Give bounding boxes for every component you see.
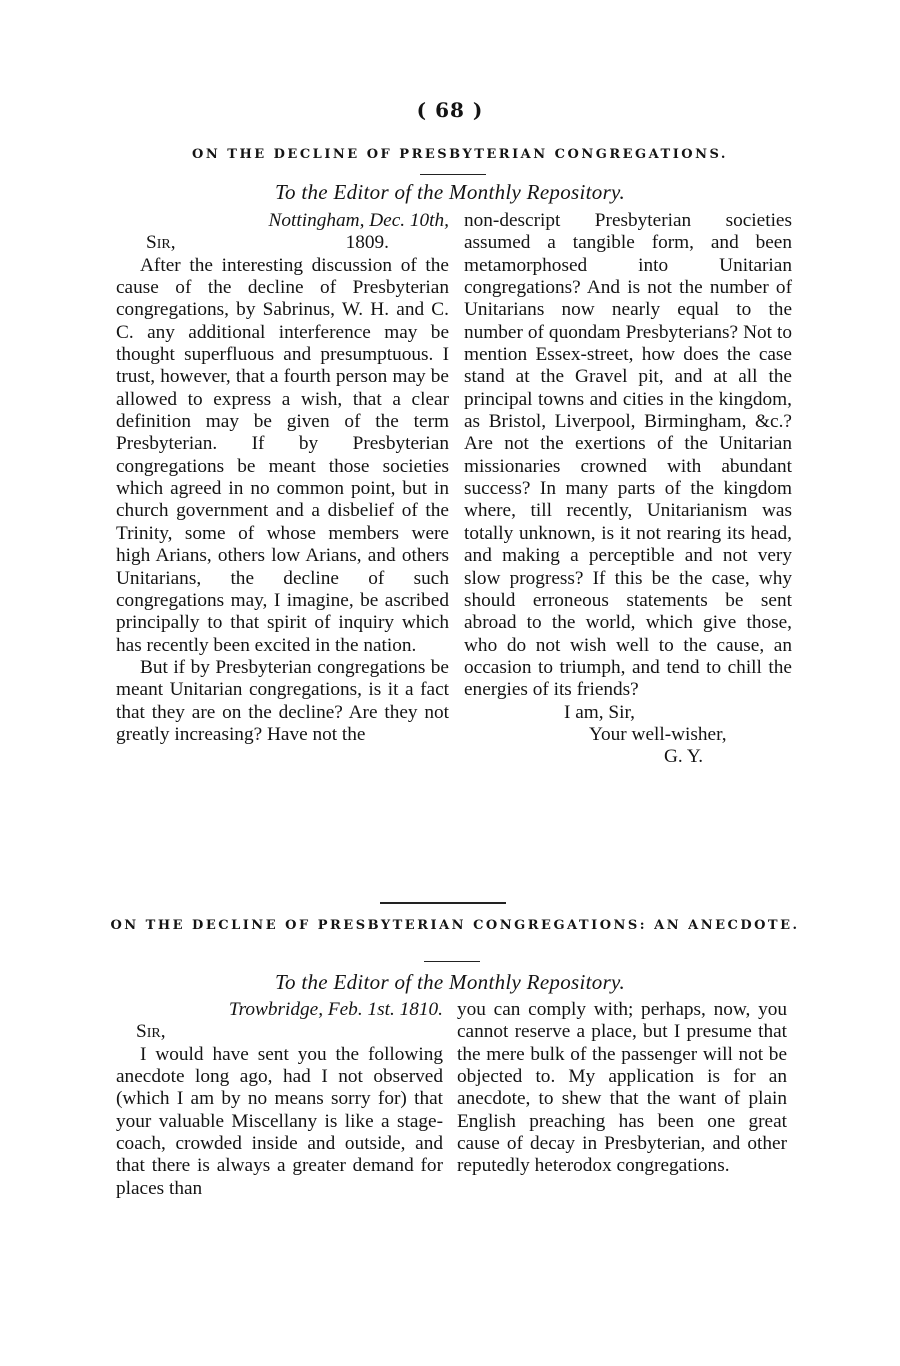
article1-right-column <box>464 210 792 769</box>
article1-closing: I am, Sir, <box>564 701 635 723</box>
article1-editor-line: To the Editor of the Monthly Repository. <box>274 180 626 204</box>
article1-salutation-row <box>116 232 449 254</box>
article2-paragraph-2: you can comply with; perhaps, now, you cannot reserve a place, but I presume that the mere bulk of the passenger will not be objected to. My application is for an anecdote, to shew that the want of plain English preaching has been one great cause of decay in Presbyterian, and other reputedly heterodox congregations. <box>457 999 787 1177</box>
article1-paragraph-1: After the interesting discussion of the cause of the decline of Presbyterian congregations, by Sabrinus, W. H. and C. C. any additional interference may be thought superfluous and presumptuous. I trust, however, that a fourth person may be allowed to express a wish, that a clear definition may be given of the term Presbyterian. If by Presbyterian congregations be meant those societies which agreed in no common point, but in church government and a disbelief of the Trinity, some of whose members were high Arians, others low Arians, and others Unitarians, the decline of such congregations may, I imagine, be ascribed principally to that spirit of inquiry which has recently been excited in the nation. <box>116 254 449 656</box>
article1-salutation: Sir, <box>146 232 176 254</box>
article1-title: ON THE DECLINE OF PRESBYTERIAN CONGREGATIONS. <box>192 147 728 162</box>
article2-title: ON THE DECLINE OF PRESBYTERIAN CONGREGATIONS: AN ANECDOTE. <box>110 918 800 933</box>
article2-paragraph-1: I would have sent you the following anecdote long ago, had I not observed (which I am by no means sorry for) that your valuable Miscellany is like a stage-coach, crowded inside and outside, and that there is always a greater demand for places than <box>116 1043 443 1199</box>
article1-paragraph-2: But if by Presbyterian congregations be meant Unitarian congregations, is it a fact that they are on the decline? Are they not greatly increasing? Have not the <box>116 656 449 745</box>
article1-closing-wisher: Your well-wisher, <box>589 723 727 745</box>
article1-dateline: Nottingham, Dec. 10th, <box>268 210 449 231</box>
article1-signature: G. Y. <box>664 746 704 768</box>
article1-year: 1809. <box>345 232 389 254</box>
article1-paragraph-3: non-descript Presbyterian societies assumed a tangible form, and been metamorphosed into Unitarian congregations? And is not the number of Unitarians now nearly equal to the number of quondam Presbyterians? Not to mention Essex-street, how does the case stand at the Gravel pit, and at all the principal towns and cities in the kingdom, as Bristol, Liverpool, Birmingham, &c.? Are not the exertions of the Unitarian missionaries crowned with abundant success? In many parts of the kingdom where, till recently, Unitarianism was totally unknown, is it not rearing its head, and making a perceptible and not very slow progress? If this be the case, why should erroneous statements be sent abroad to the world, which give those, who do not wish well to the cause, an occasion to triumph, and tend to chill the energies of its friends? <box>464 210 792 701</box>
article1-left-column <box>116 210 449 746</box>
article2-left-column <box>116 999 443 1200</box>
title-rule <box>420 174 486 175</box>
article2-dateline: Trowbridge, Feb. 1st. 1810. <box>228 999 443 1020</box>
page-number: ( 68 ) <box>416 98 484 122</box>
article2-right-column <box>457 999 787 1178</box>
title-rule-2 <box>424 961 480 962</box>
article2-salutation: Sir, <box>136 1021 166 1043</box>
article2-editor-line: To the Editor of the Monthly Repository. <box>274 970 626 994</box>
section-divider <box>380 902 506 904</box>
